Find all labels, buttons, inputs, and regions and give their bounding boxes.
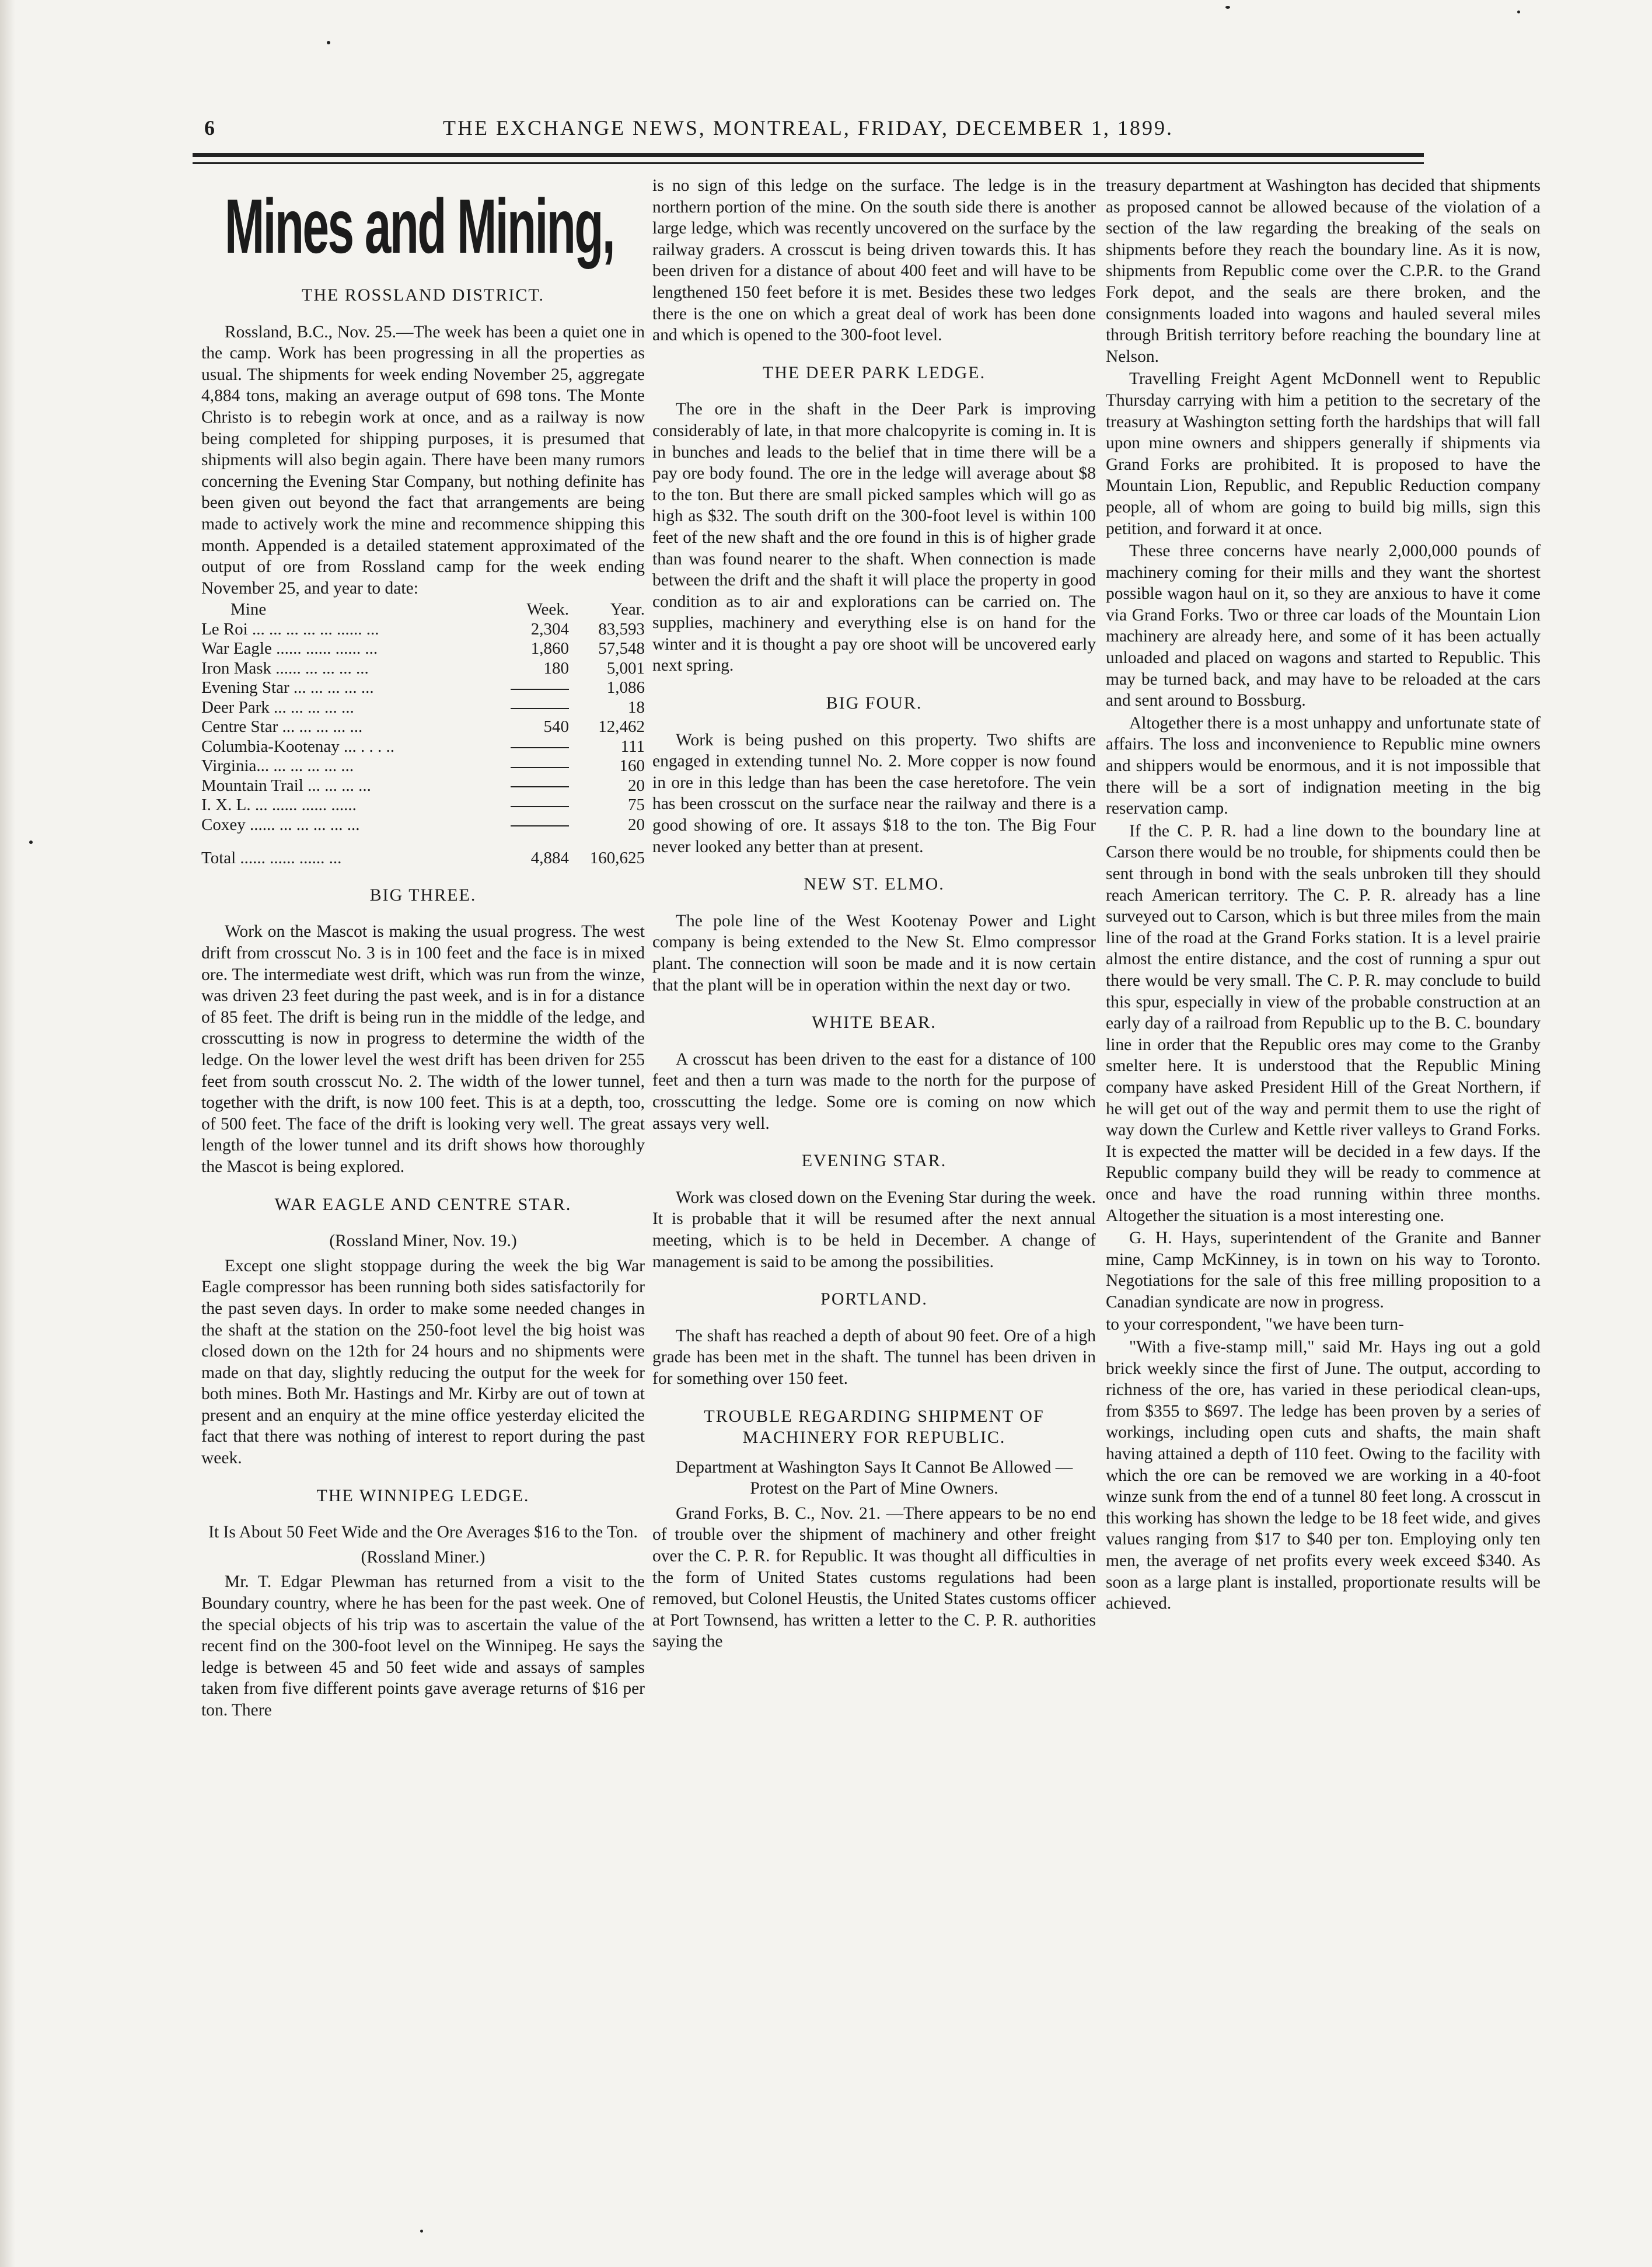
year-value: 57,548 — [598, 639, 645, 658]
header-rule-thin — [193, 162, 1424, 164]
column-1 — [201, 175, 645, 1722]
scan-edge-shadow — [0, 0, 15, 2267]
year-value: 12,462 — [598, 717, 645, 737]
mine-name: Deer Park ... ... ... ... ... — [201, 697, 354, 717]
table-row — [201, 678, 645, 698]
week-value: 540 — [543, 717, 569, 737]
article-paragraph: Mr. T. Edgar Plewman has returned from a visit to the Boundary country, where he has been for the past week. One of the special objects of his trip was to ascertain the value of the recent find on the 300-foot level on the Winnipeg. He says the ledge is between 45 and 50 feet wide and assays of samples taken from five different points gave average returns of $16 per ton. There — [201, 1572, 645, 1720]
table-row — [201, 756, 645, 776]
subheading: Department at Washington Says It Cannot Be Allowed — Protest on the Part of Mine Owners. — [675, 1457, 1073, 1498]
year-value: 160 — [619, 756, 645, 776]
section-heading: NEW ST. ELMO. — [804, 874, 945, 894]
year-value: 83,593 — [598, 619, 645, 639]
year-value: 1,086 — [606, 678, 645, 697]
article-paragraph: A crosscut has been driven to the east for a distance of 100 feet and then a turn was made to the north for the purpose of crosscutting the ledge. Some ore is coming on now which assays very well. — [652, 1049, 1096, 1133]
mine-name: War Eagle ...... ...... ...... ... — [201, 639, 378, 658]
scan-speck — [1517, 11, 1520, 13]
year-value: 20 — [628, 776, 645, 795]
subheading: It Is About 50 Feet Wide and the Ore Averages $16 to the Ton. — [208, 1523, 638, 1542]
mine-name: Centre Star ... ... ... ... ... — [201, 717, 363, 737]
table-row — [201, 815, 645, 835]
article-paragraph: G. H. Hays, superintendent of the Granite and Banner mine, Camp McKinney, is in town on his way to Toronto. Negotiations for the sale of this free milling proposition to a Canadian syndicate are now in progress. — [1106, 1229, 1541, 1312]
week-value: 180 — [543, 658, 569, 678]
ore-output-table — [201, 600, 645, 869]
mine-name: Coxey ...... ... ... ... ... ... — [201, 815, 360, 834]
article-paragraph: Work is being pushed on this property. Two shifts are engaged in extending tunnel No. 2. More copper is now found in ore in this ledge than has been the case heretofore. The vein has been crosscut on the surface near the railway and there is a good showing of ore. It assays $18 to the ton. The Big Four never looked any better than at present. — [652, 730, 1096, 856]
column-2 — [652, 175, 1096, 1654]
table-row — [201, 659, 645, 679]
section-heading: PORTLAND. — [820, 1289, 928, 1309]
mine-name: Virginia... ... ... ... ... ... — [201, 756, 354, 776]
article-paragraph: Rossland, B.C., Nov. 25.—The week has been a quiet one in the camp. Work has been progressing in all the properties as usual. The shipments for week ending November 25, aggregate 4,884 tons, making an average output of 698 tons. The Monte Christo is to rebegin work at once, and as a railway is now being completed for shipping purposes, it is presumed that shipments will also begin again. There have been many rumors concerning the Evening Star Company, but nothing definite has been given out beyond the fact that arrangements are being made to actively work the mine and recommence shipping this month. Appended is a detailed statement approximated of the output of ore from Rossland camp for the week ending November 25, and year to date: — [201, 322, 645, 598]
week-dash — [499, 815, 569, 835]
week-value: 1,860 — [530, 639, 569, 658]
total-label: Total ...... ...... ...... ... — [201, 849, 342, 868]
article-paragraph: The shaft has reached a depth of about 90 feet. Ore of a high grade has been met in the shaft. The tunnel has been driven in for something over 150 feet. — [652, 1326, 1096, 1388]
week-dash — [499, 776, 569, 796]
article-paragraph: Work on the Mascot is making the usual progress. The west drift from crosscut No. 3 is in 100 feet and the face is in mixed ore. The intermediate west drift, which was run from the winze, was driven 23 feet during the past week, and is in for a distance of 85 feet. The drift is being run in the middle of the ledge, and crosscutting is now in progress to determine the width of the ledge. On the lower level the west drift has been driven for 255 feet from south crosscut No. 2. The width of the lower tunnel, together with the drift, is now 100 feet. This is at a depth, too, of 500 feet. The face of the drift is looking very well. The great length of the lower tunnel and its drift shows how thoroughly the Mascot is being explored. — [201, 922, 645, 1176]
article-paragraph: treasury department at Washington has decided that shipments as proposed cannot be allowed because of the violation of a section of the law regarding the breaking of the seals on shipments before they reach the boundary line. As it is now, shipments from Republic come over the C.P.R. to the Grand Fork depot, and the seals are there broken, and the consignments loaded into wagons and hauled several miles through British territory before reaching the boundary line at Nelson. — [1106, 176, 1541, 366]
article-paragraph: If the C. P. R. had a line down to the boundary line at Carson there would be no trouble, for shipments could then be sent through in bond with the seals unbroken till they should reach American territory. The C. P. R. already has a line surveyed out to Carson, which is but three miles from the main line of the road at the Grand Forks station. It is a level prairie almost the entire distance, and the cost of running a spur out there would be very small. The C. P. R. may conclude to build this spur, especially in view of the probable construction at an early day of a railroad from Republic up to the B. C. boundary line in order that the Republic ores may come to the Granby smelter here. It is understood that the Republic Mining company have asked President Hill of the Great Northern, if he will get out of the way and permit them to use the right of way down the Curlew and Kettle river valleys to Grand Forks. It is expected the matter will be decided in a few days. If the Republic company build they will be ready to commence at once and have the road running within three months. Altogether the situation is a most interesting one. — [1106, 821, 1541, 1225]
masthead: Mines and Mining, — [225, 183, 614, 269]
header-rule — [193, 153, 1424, 157]
scan-speck — [29, 840, 33, 844]
article-paragraph: Altogether there is a most unhappy and unfortunate state of affairs. The loss and inconvenience to Republic mine owners and shippers would be enormous, and it is not impossible that there will be a sort of indignation meeting in the big reservation camp. — [1106, 713, 1541, 818]
article-paragraph: Travelling Freight Agent McDonnell went to Republic Thursday carrying with him a petition to the secretary of the treasury at Washington setting forth the hardships that will fall upon mine owners and shippers generally if shipments via Grand Forks are prohibited. It is proposed to have the Mountain Lion, Republic, and Republic Reduction company people, all of whom are going to build big mills, sign this petition, and forward it at once. — [1106, 369, 1541, 538]
page-header — [193, 116, 1424, 145]
section-heading: TROUBLE REGARDING SHIPMENT OF MACHINERY FOR REPUBLIC. — [704, 1406, 1045, 1448]
mine-name: Mountain Trail ... ... ... ... — [201, 776, 371, 795]
week-value: 2,304 — [530, 619, 569, 639]
article-paragraph: Work was closed down on the Evening Star during the week. It is probable that it will be resumed after the next annual meeting, which is to be held in December. A change of management is said to be among the possibilities. — [652, 1188, 1096, 1271]
week-dash — [499, 756, 569, 776]
mine-name: Columbia-Kootenay ... . . . .. — [201, 737, 395, 756]
table-total-row — [201, 835, 645, 869]
article-paragraph: "With a five-stamp mill," said Mr. Hays ing out a gold brick weekly since the first of June. The output, according to richness of the ore, has varied in these periodical clean-ups, from $355 to $697. The ledge has been proven by a series of workings, including open cuts and shafts, the main shaft having attained a depth of 110 feet. Owing to the facility with which the ore can be removed we are working in a 40-foot winze sunk from the end of a tunnel 80 feet long. A crosscut in this working has shown the ledge to be 18 feet wide, and gives values ranging from $17 to $40 per ton. Employing only ten men, the average of net profits every week exceed $340. As soon as a large plant is installed, proportionate results will be achieved. — [1106, 1338, 1541, 1613]
scan-speck — [1225, 6, 1230, 9]
newspaper-title: THE EXCHANGE NEWS, MONTREAL, FRIDAY, DECEMBER 1, 1899. — [442, 116, 1174, 139]
article-paragraph: to your correspondent, "we have been turn- — [1106, 1315, 1404, 1334]
table-row — [201, 639, 645, 659]
table-header-mine: Mine — [230, 600, 267, 619]
table-header-year: Year. — [610, 600, 645, 619]
table-row — [201, 776, 645, 796]
mine-name: I. X. L. ... ...... ...... ...... — [201, 796, 357, 815]
section-heading: EVENING STAR. — [801, 1151, 947, 1171]
table-row — [201, 620, 645, 640]
table-row — [201, 717, 645, 737]
article-paragraph: These three concerns have nearly 2,000,000 pounds of machinery coming for their mills and they want the shortest possible wagon haul on it, so they are anxious to have it come via Grand Forks. Two or three car loads of the Mountain Lion machinery are already here, and some of it has been actually unloaded and placed on wagons and started to Republic. This may be turned back, and may have to be reloaded at the cars and sent around to Bossburg. — [1106, 542, 1541, 710]
column-3 — [1106, 175, 1541, 1616]
table-row — [201, 737, 645, 757]
year-value: 18 — [628, 697, 645, 717]
scan-speck — [327, 41, 330, 44]
year-value: 5,001 — [606, 658, 645, 678]
page-number: 6 — [204, 116, 216, 139]
week-dash — [499, 678, 569, 698]
section-heading: THE ROSSLAND DISTRICT. — [302, 285, 544, 305]
mine-name: Evening Star ... ... ... ... ... — [201, 678, 374, 697]
article-paragraph: The ore in the shaft in the Deer Park is improving considerably of late, in that more chalcopyrite is coming in. It is in bunches and leads to the belief that in time there will be a pay ore body found. The ore in the ledge will average about $8 to the ton. But there are small picked samples which will go as high as $32. The south drift on the 300-foot level is within 100 feet of the new shaft and the ore found in this is of higher grade than was found nearer to the shaft. When connection is made between the drift and the shaft it will place the property in good condition as to air and explorations can be carried on. The supplies, machinery and everything else is on hand for the winter and it is thought a pay ore shoot will be uncovered early next spring. — [652, 400, 1096, 675]
source-line: (Rossland Miner, Nov. 19.) — [329, 1232, 517, 1251]
total-year: 160,625 — [589, 849, 645, 868]
source-line: (Rossland Miner.) — [361, 1547, 486, 1567]
section-heading: BIG THREE. — [369, 885, 477, 905]
year-value: 111 — [620, 737, 645, 756]
mine-name: Le Roi ... ... ... ... ... ...... ... — [201, 619, 379, 639]
table-header-week: Week. — [526, 600, 569, 619]
article-paragraph: Grand Forks, B. C., Nov. 21. —There appears to be no end of trouble over the shipment of machinery and other freight over the C. P. R. for Republic. It was thought all difficulties in the form of United States customs regulations had been removed, but Colonel Heustis, the United States customs officer at Port Townsend, has written a letter to the C. P. R. authorities saying the — [652, 1504, 1096, 1651]
year-value: 20 — [628, 815, 645, 834]
week-dash — [499, 698, 569, 718]
week-dash — [499, 737, 569, 757]
year-value: 75 — [628, 796, 645, 815]
article-paragraph: Except one slight stoppage during the week the big War Eagle compressor has been running both sides satisfactorily for the past seven days. In order to make some needed changes in the shaft at the station on the 250-foot level the big hoist was closed down on the 12th for 24 hours and no shipments were made on that day, slightly reducing the output for the week for both mines. Both Mr. Hastings and Mr. Kirby are out of town at present and an enquiry at the mine office yesterday elicited the fact that there was nothing of interest to report during the past week. — [201, 1256, 645, 1468]
week-dash — [499, 796, 569, 815]
scan-speck — [420, 2230, 423, 2233]
total-week: 4,884 — [530, 849, 569, 868]
section-heading: WAR EAGLE AND CENTRE STAR. — [274, 1194, 572, 1214]
table-row — [201, 698, 645, 718]
section-heading: THE WINNIPEG LEDGE. — [316, 1485, 530, 1505]
section-heading: THE DEER PARK LEDGE. — [762, 362, 986, 382]
article-paragraph: is no sign of this ledge on the surface. The ledge is in the northern portion of the mine. On the south side there is another large ledge, which was recently uncovered on the surface by the railway graders. A crosscut is being driven towards this. It has been driven for a distance of about 400 feet and will have to be lengthened 150 feet before it is met. Besides these two ledges there is the one on which a great deal of work has been done and which is opened to the 300-foot level. — [652, 176, 1096, 345]
article-paragraph: The pole line of the West Kootenay Power and Light company is being extended to the New St. Elmo compressor plant. The connection will soon be made and it is now certain that the plant will be in operation within the next day or two. — [652, 911, 1096, 995]
mine-name: Iron Mask ...... ... ... ... ... — [201, 658, 369, 678]
table-row — [201, 796, 645, 815]
table-header-row — [201, 600, 645, 620]
section-heading: WHITE BEAR. — [812, 1013, 937, 1033]
section-heading: BIG FOUR. — [826, 693, 923, 713]
